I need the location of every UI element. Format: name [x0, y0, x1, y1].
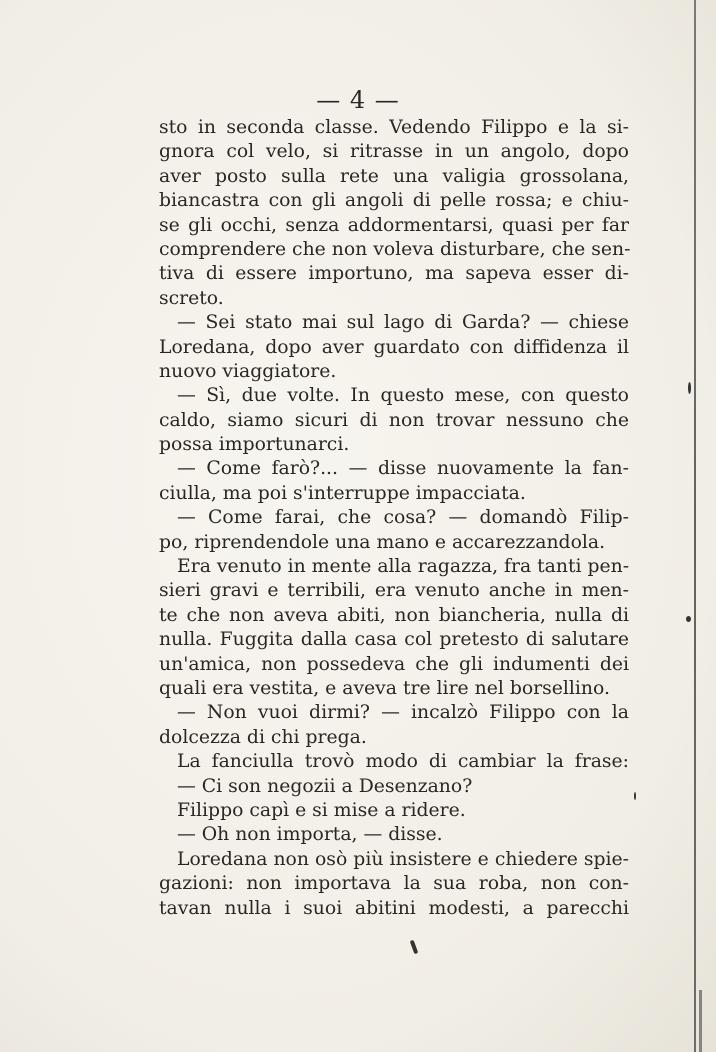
text-line: tiva di essere importuno, ma sapeva esser di- [159, 263, 629, 285]
text-line: nuovo viaggiatore. [159, 360, 337, 382]
text-line: aver posto sulla rete una valigia grossolana, [159, 165, 629, 187]
text-line: — Sì, due volte. In questo mese, con questo [177, 385, 629, 407]
text-line: — Come farai, che cosa? — domandò Filip- [177, 507, 629, 529]
text-line: quali era vestita, e aveva tre lire nel borsellino. [159, 677, 610, 699]
text-line: se gli occhi, senza addormentarsi, quasi per far [159, 214, 629, 236]
text-line: screto. [159, 287, 224, 309]
text-line: — Non vuoi dirmi? — incalzò Filippo con la [177, 702, 629, 724]
text-line: biancastra con gli angoli di pelle rossa; e chiu- [159, 190, 629, 212]
text-line: tavan nulla i suoi abitini modesti, a parecchi [159, 897, 629, 919]
text-line: — Oh non importa, — disse. [177, 824, 443, 846]
ink-speck [688, 382, 691, 394]
text-line: — Come farò?... — disse nuovamente la fan- [177, 458, 629, 480]
ink-speck [686, 616, 691, 622]
text-line: sieri gravi e terribili, era venuto anche in men- [159, 580, 629, 602]
text-line: un'amica, non possedeva che gli indumenti dei [159, 653, 629, 675]
text-line: gazioni: non importava la sua roba, non con- [159, 873, 629, 895]
text-line: possa importunarci. [159, 434, 350, 456]
ink-speck [634, 792, 636, 800]
body-text [159, 116, 629, 921]
text-line: — Sei stato mai sul lago di Garda? — chiese [177, 312, 629, 334]
text-line: gnora col velo, si ritrasse in un angolo, dopo [159, 141, 629, 163]
text-line: Era venuto in mente alla ragazza, fra tanti pen- [177, 556, 630, 578]
text-line: caldo, siamo sicuri di non trovar nessuno che [159, 409, 629, 431]
text-line: te che non aveva abiti, non biancheria, nulla di [159, 604, 629, 626]
text-line: Loredana non osò più insistere e chiedere spie- [177, 848, 629, 870]
page-edge-line [694, 0, 696, 1052]
text-line: po, riprendendole una mano e accarezzandola. [159, 531, 606, 553]
text-line: ciulla, ma poi s'interruppe impacciata. [159, 482, 526, 504]
text-line: dolcezza di chi prega. [159, 726, 367, 748]
text-line: sto in seconda classe. Vedendo Filippo e la si- [159, 117, 629, 138]
text-line: La fanciulla trovò modo di cambiar la frase: [177, 751, 629, 773]
ink-speck [410, 940, 419, 955]
text-line: comprendere che non voleva disturbare, che sen- [159, 238, 631, 260]
page-edge-mark [699, 990, 702, 1052]
page-number: — 4 — [316, 86, 400, 114]
text-line: Loredana, dopo aver guardato con diffidenza il [159, 336, 629, 358]
text-line: Filippo capì e si mise a ridere. [177, 799, 466, 821]
text-line: — Ci son negozii a Desenzano? [177, 775, 473, 797]
text-line: nulla. Fuggita dalla casa col pretesto di salutare [159, 629, 629, 651]
